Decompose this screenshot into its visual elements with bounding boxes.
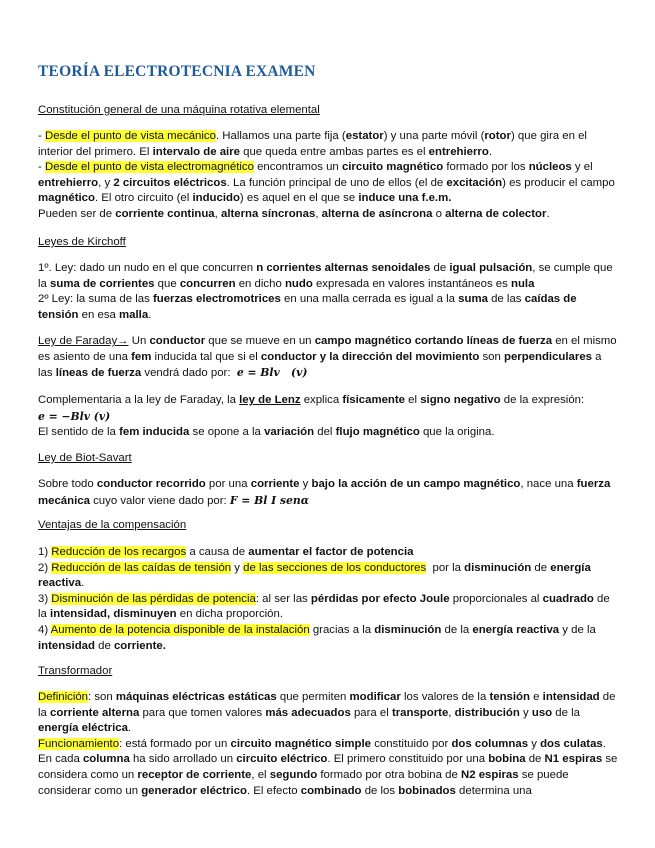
compensacion-body: 1) Reducción de los recargos a causa de aumentar el factor de potencia 2) Reducción de las caídas de tensión y de las secciones de los conductores por la disminución de energía reactiva. 3) Disminución de las pérdidas de potencia: al ser las pérdidas por efecto Joule proporcionales al cuadrado de la intensidad, disminuyen en dicha proporción. 4) Aumento de la potencia disponible de la instalación gracias a la disminución de la energía reactiva y de la intensidad de corriente.	[38, 546, 610, 652]
section-heading: Ley de Biot-Savart	[38, 452, 132, 464]
section-heading: Ventajas de la compensación	[38, 519, 187, 531]
section-heading: Ley de Faraday→	[38, 335, 129, 347]
lenz-body: Complementaria a la ley de Faraday, la ley de Lenz explica físicamente el signo negativo de la expresión: e = −Blv (v) El sentido de la fem inducida se opone a la variación del flujo magnético que la origina.	[38, 394, 585, 439]
section-kirchoff	[38, 235, 618, 251]
section-heading: Transformador	[38, 665, 113, 677]
page-title: TEORÍA ELECTROTECNIA EXAMEN	[38, 63, 316, 80]
section-biot	[38, 451, 618, 467]
kirchoff-body: 1º. Ley: dado un nudo en el que concurren n corrientes alternas senoidales de igual pulsación, se cumple que la suma de corrientes que concurren en dicho nudo expresada en valores instantáneos es nula 2º Ley: la suma de las fuerzas electromotrices en una malla cerrada es igual a la suma de las caídas de tensión en esa malla.	[38, 262, 613, 321]
faraday-body: Ley de Faraday→ Un conductor que se mueve en un campo magnético cortando líneas de fuerza en el mismo es asiento de una fem inducida tal que si el conductor y la dirección del movimiento son perpendiculares a las líneas de fuerza vendrá dado por: e = Blv (v)	[38, 335, 617, 380]
section-constitucion	[38, 103, 618, 119]
biot-body: Sobre todo conductor recorrido por una corriente y bajo la acción de un campo magnético, nace una fuerza mecánica cuyo valor viene dado por: F = Bl I senα	[38, 478, 611, 507]
section-transformador	[38, 664, 618, 680]
transformador-body: Definición: son máquinas eléctricas estáticas que permiten modificar los valores de la tensión e intensidad de la corriente alterna para que tomen valores más adecuados para el transporte, distribución y uso de la energía eléctrica. Funcionamiento: está formado por un circuito magnético simple constituido por dos columnas y dos culatas. En cada columna ha sido arrollado un circuito eléctrico. El primero constituido por una bobina de N1 espiras se considera como un receptor de corriente, el segundo formado por otra bobina de N2 espiras se puede considerar como un generador eléctrico. El efecto combinado de los bobinados determina una	[38, 691, 618, 797]
section-heading: Constitución general de una máquina rotativa elemental	[38, 104, 320, 116]
section-heading: Leyes de Kirchoff	[38, 236, 126, 248]
section-compensacion	[38, 518, 618, 534]
constitucion-body: - Desde el punto de vista mecánico. Hallamos una parte fija (estator) y una parte móvil (rotor) que gira en el interior del primero. El intervalo de aire que queda entre ambas partes es el entrehierro. - Desde el punto de vista electromagnético encontramos un circuito magnético formado por los núcleos y el entrehierro, y 2 circuitos eléctricos. La función principal de uno de ellos (el de excitación) es producir el campo magnético. El otro circuito (el inducido) es aquel en el que se induce una f.e.m. Pueden ser de corriente continua, alterna síncronas, alterna de asíncrona o alterna de colector.	[38, 130, 615, 220]
